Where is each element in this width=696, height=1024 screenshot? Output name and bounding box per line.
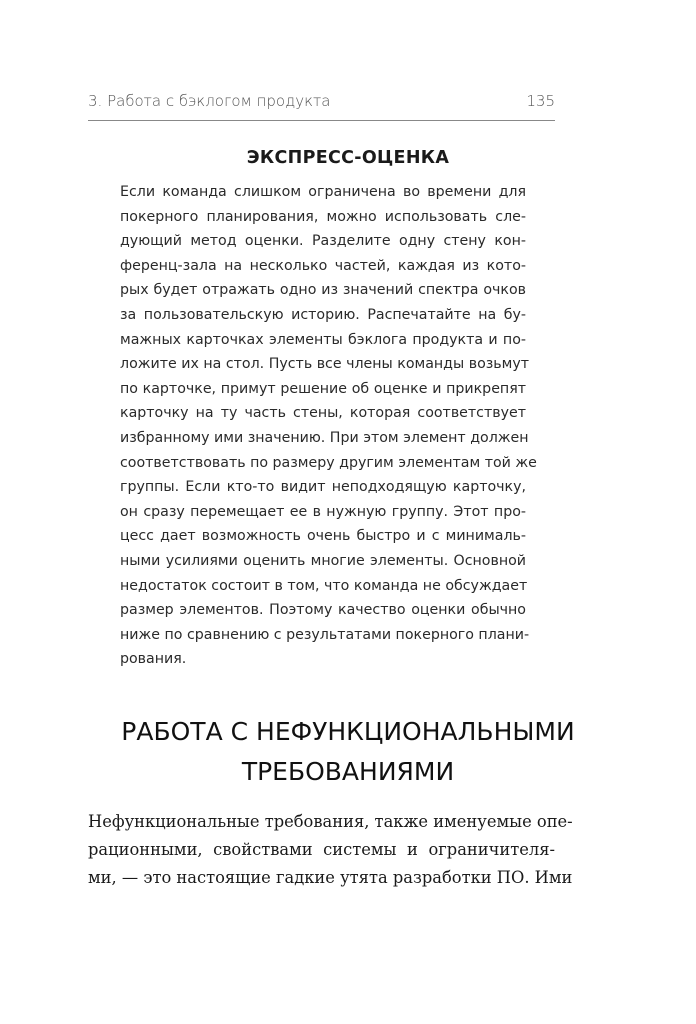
text-line: карточку на ту часть стены, которая соответствует (120, 405, 526, 422)
sidebar-text (120, 180, 537, 672)
text-line: рационными, свойствами системы и ограничителя- (88, 840, 555, 859)
text-line: Если команда слишком ограничена во времени для (120, 184, 526, 200)
text-line: избранному ими значению. При этом элемент должен (120, 429, 529, 446)
text-line: размер элементов. Поэтому качество оценки обычно (120, 602, 526, 619)
text-line: ниже по сравнению с результатами покерного плани- (120, 626, 530, 643)
text-line: дующий метод оценки. Разделите одну стену кон- (120, 233, 526, 250)
text-line: ными усилиями оценить многие элементы. Основной (120, 552, 526, 569)
section-title-line: РАБОТА С НЕФУНКЦИОНАЛЬНЫМИ (121, 717, 575, 746)
sidebar-title: ЭКСПРЕСС-ОЦЕНКА (246, 148, 450, 168)
text-line: покерного планирования, можно использовать сле- (120, 208, 526, 225)
text-line: недостаток состоит в том, что команда не обсуждает (120, 577, 528, 594)
chapter-title: 3. Работа с бэклогом продукта (88, 92, 331, 110)
text-line: Нефункциональные требования, также именуемые опе- (88, 812, 573, 831)
text-line: цесс дает возможность очень быстро и с минималь- (120, 528, 526, 545)
page-number: 135 (526, 92, 555, 110)
text-line: за пользовательскую историю. Распечатайте на бу- (120, 306, 526, 323)
text-line: он сразу перемещает ее в нужную группу. Этот про- (120, 503, 526, 520)
section-title (0, 712, 696, 792)
text-line: рования. (120, 651, 187, 668)
text-line: ми, — это настоящие гадкие утята разработки ПО. Ими (88, 868, 573, 887)
text-line: ложите их на стол. Пусть все члены команды возьмут (120, 356, 530, 373)
header-rule (88, 120, 555, 121)
text-line: по карточке, примут решение об оценке и прикрепят (120, 380, 526, 397)
text-line: соответствовать по размеру другим элементам той же (120, 454, 537, 471)
text-line: ференц-зала на несколько частей, каждая из кото- (120, 257, 526, 274)
running-header (88, 92, 555, 110)
body-text (88, 808, 573, 892)
text-line: группы. Если кто-то видит неподходящую карточку, (120, 479, 526, 496)
section-title-line: ТРЕБОВАНИЯМИ (241, 757, 455, 786)
text-line: рых будет отражать одно из значений спектра очков (120, 282, 526, 299)
text-line: мажных карточках элементы бэклога продукта и по- (120, 331, 526, 348)
